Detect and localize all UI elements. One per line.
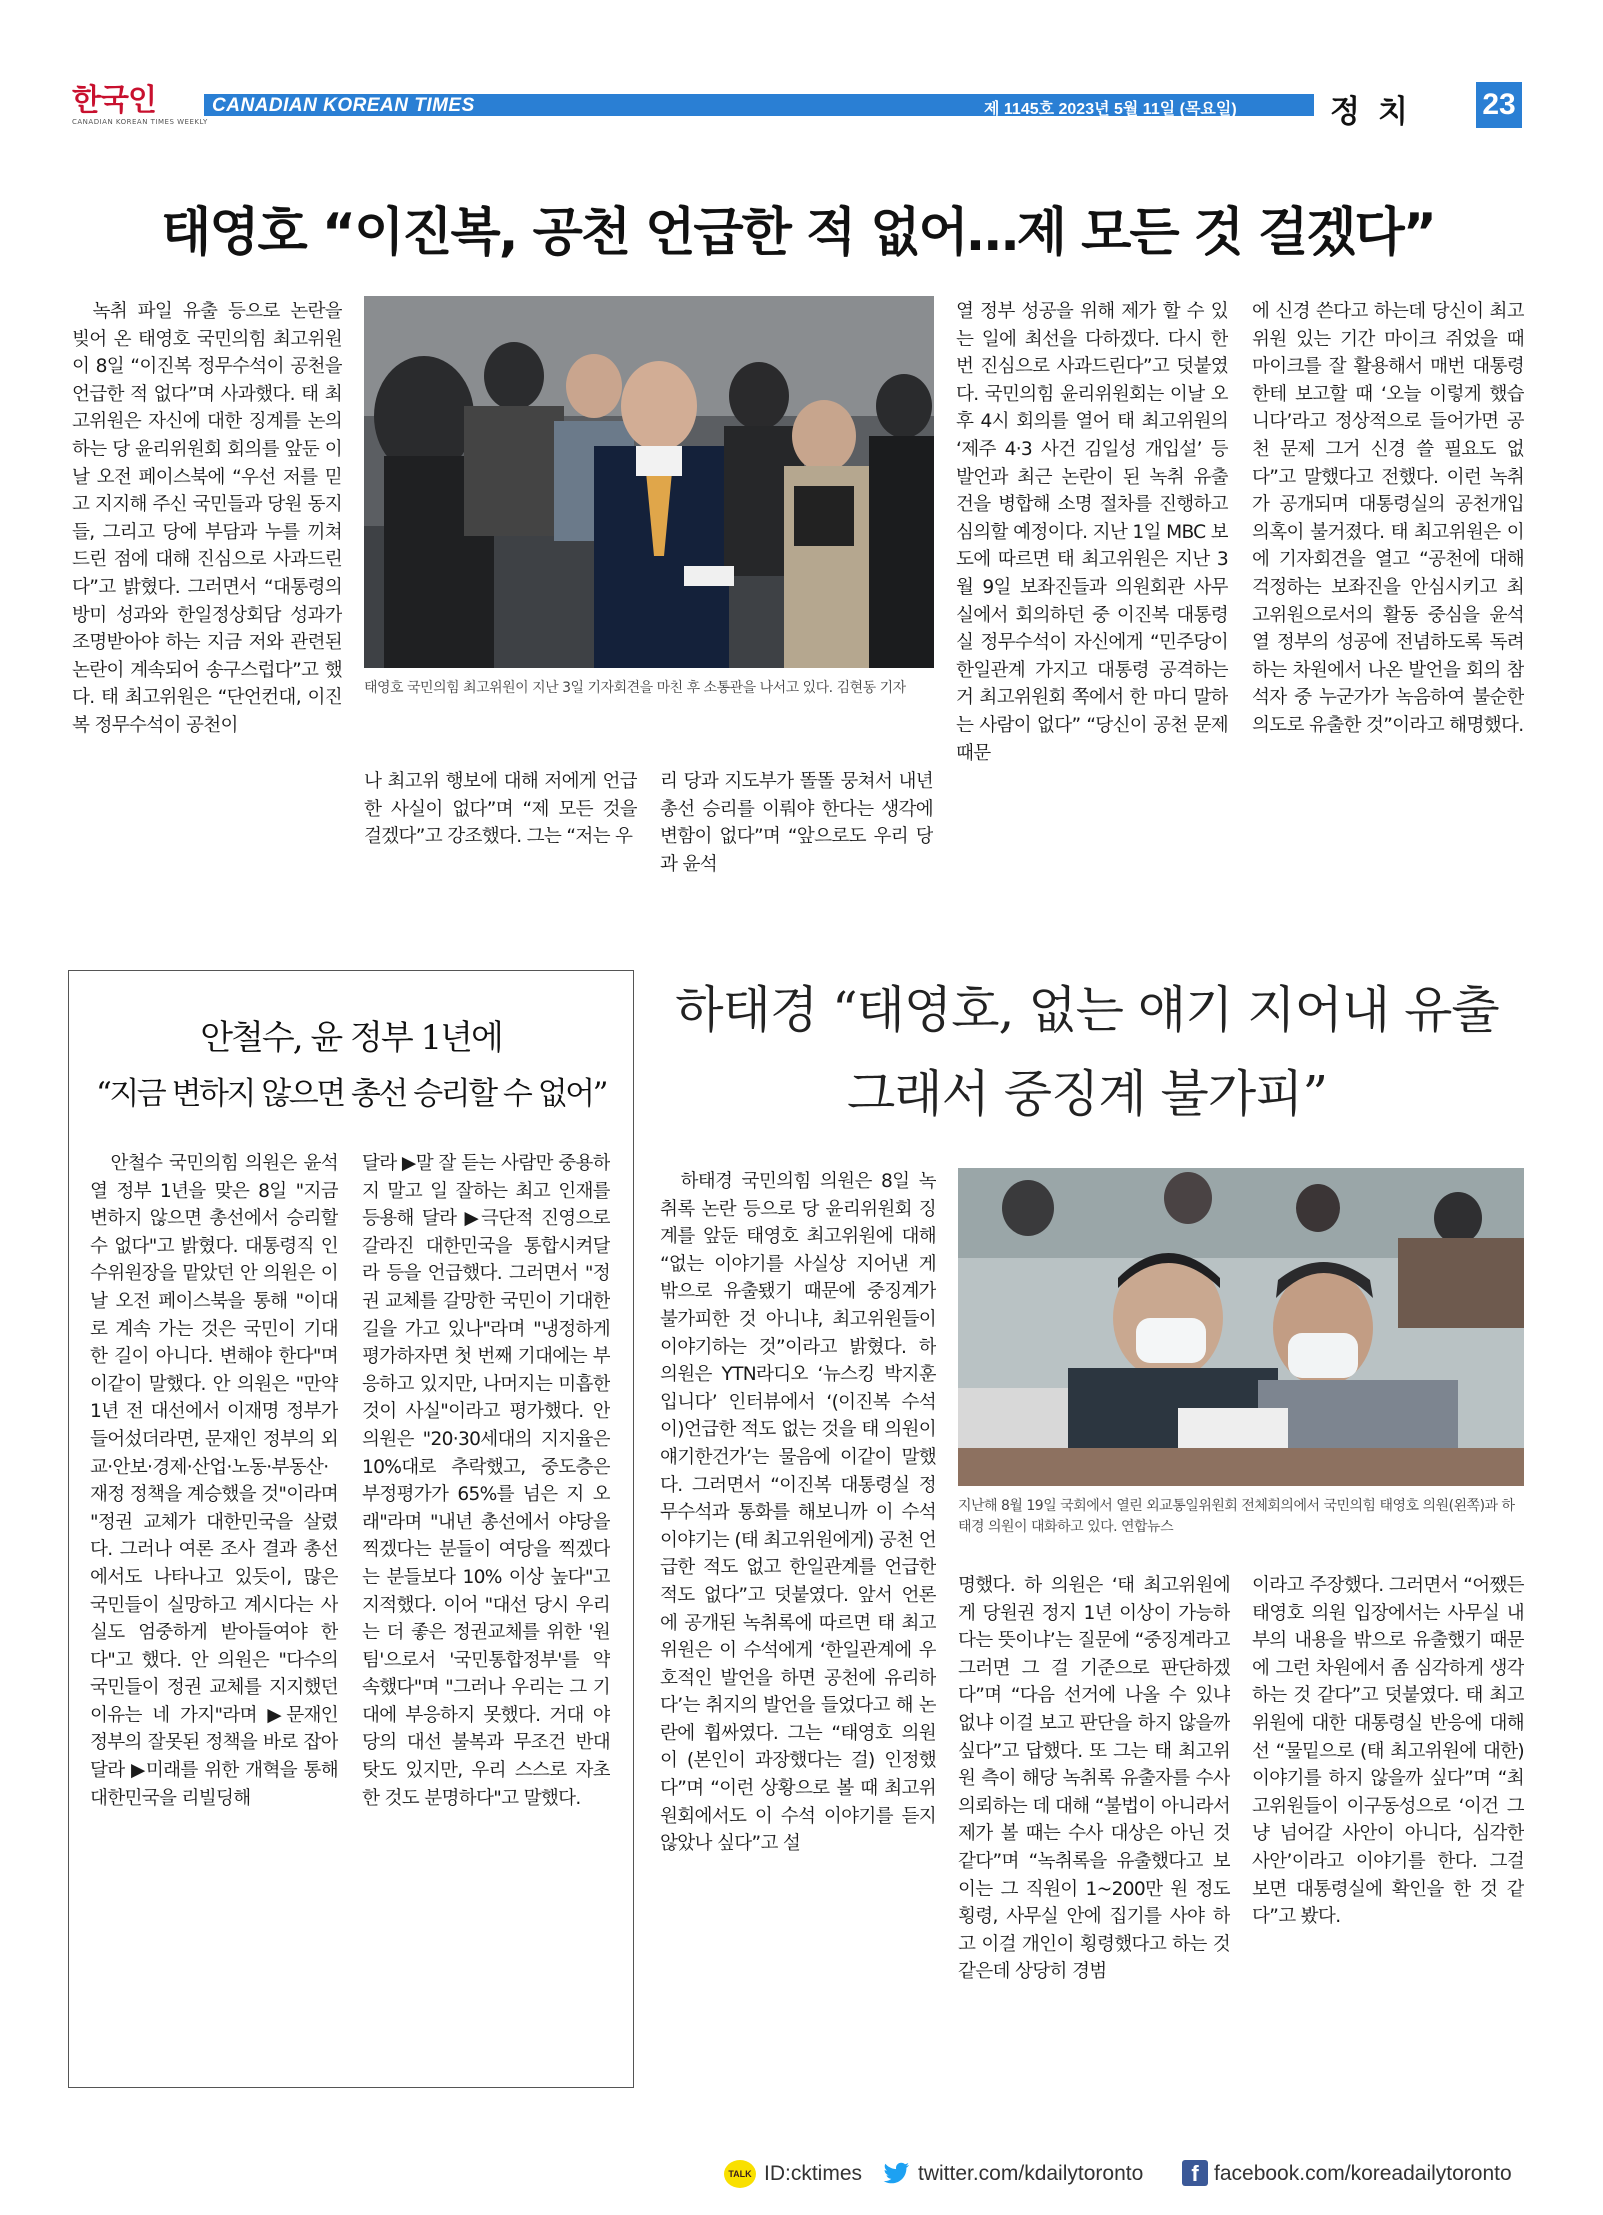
article1-column-1: 녹취 파일 유출 등으로 논란을 빚어 온 태영호 국민의힘 최고위원이 8일 “이진복 정무수석이 공천을 언급한 적 없다”며 사과했다. 태 최고위원은 자신에 대한 징계를 논의하는 당 윤리위원회 회의를 앞둔 이 날 오전 페이스북에 “우선 저를 믿고 지지해 주신 국민들과 당원 동지들, 그리고 당에 부담과 누를 끼쳐드린 점에 대해 진심으로 사과드린다”고 밝혔다. 그러면서 “대통령의 방미 성과와 한일정상회담 성과가 조명받아야 하는 지금 저와 관련된 논란이 계속되어 송구스럽다”고 했다. 태 최고위원은 “단언컨대, 이진복 정무수석이 공천이: [72, 301, 342, 736]
article3-headline-line1: 하태경 “태영호, 없는 얘기 지어내 유출: [675, 981, 1499, 1039]
publication-name: CANADIAN KOREAN TIMES: [212, 95, 475, 116]
logo-subtitle: CANADIAN KOREAN TIMES WEEKLY: [72, 118, 208, 126]
section-name: 정치: [1330, 94, 1426, 130]
article1-column-3: 리 당과 지도부가 똘똘 뭉쳐서 내년 총선 승리를 이뤄야 한다는 생각에 변함이 없다”며 “앞으로도 우리 당과 윤석: [660, 771, 933, 875]
article3-column-3: 이라고 주장했다. 그러면서 “어쨌든 태영호 의원 입장에서는 사무실 내부의 내용을 밖으로 유출했기 때문에 그런 차원에서 좀 심각하게 생각하는 것 같다”고 덧붙였다. 태 최고위원에 대한 대통령실 반응에 대해선 “물밑으로 (태 최고위원에 대한) 이야기를 하지 않을까 싶다”며 “최고위원들이 이구동성으로 ‘이건 그냥 넘어갈 사안이 아니다, 심각한 사안’이라고 이야기를 한다. 그걸 보면 대통령실에 확인을 한 것 같다”고 봤다.: [1252, 1575, 1524, 1928]
article3-photo-caption: 지난해 8월 19일 국회에서 열린 외교통일위원회 전체회의에서 국민의힘 태영호 의원(왼쪽)과 하태경 의원이 대화하고 있다. 연합뉴스: [958, 1498, 1515, 1535]
facebook-icon: f: [1182, 2160, 1208, 2186]
issue-info: 제 1145호 2023년 5월 11일 (목요일): [984, 101, 1237, 118]
newspaper-logo: [72, 83, 208, 130]
article3-headline-line2: 그래서 중징계 불가피”: [846, 1065, 1328, 1123]
article2-column-2: 달라 ▶말 잘 듣는 사람만 중용하지 말고 일 잘하는 최고 인재를 등용해 달라 ▶극단적 진영으로 갈라진 대한민국을 통합시켜달라 등을 언급했다. 그러면서 "정권 교체를 갈망한 국민이 기대한 길을 가고 있나"라며 "냉정하게 평가하자면 첫 번째 기대에는 부응하고 있지만, 나머지는 미흡한 것이 사실"이라고 평가했다. 안 의원은 "20·30세대의 지지율은 10%대로 추락했고, 중도층은 부정평가가 65%를 넘은 지 오래"라며 "내년 총선에서 야당을 찍겠다는 분들이 여당을 찍겠다는 분들보다 10% 이상 높다"고 지적했다. 이어 "대선 당시 우리는 더 좋은 정권교체를 위한 '원팀'으로서 '국민통합정부'를 약속했다"며 "그러나 우리는 그 기대에 부응하지 못했다. 거대 야당의 대선 불복과 무조건 반대 탓도 있지만, 우리 스스로 자초한 것도 분명하다"고 말했다.: [362, 1153, 610, 1809]
article3-column-2: 명했다. 하 의원은 ‘태 최고위원에게 당원권 정지 1년 이상이 가능하다는 뜻이냐’는 질문에 “중징계라고 그러면 그 걸 기준으로 판단하겠다”며 “다음 선거에 나올 수 있냐 없냐 이걸 보고 판단을 하지 않을까 싶다”고 답했다. 또 그는 태 최고위원 측이 해당 녹취록 유출자를 수사 의뢰하는 데 대해 “불법이 아니라서 제가 볼 때는 수사 대상은 아닌 것 같다”며 “녹취록을 유출했다고 보이는 그 직원이 1~200만 원 정도 횡령, 사무실 안에 집기를 사야 하고 이걸 개인이 횡령했다고 하는 것 같은데 상당히 경범: [958, 1575, 1230, 1983]
article1-headline: 태영호 “이진복, 공천 언급한 적 없어…제 모든 것 걸겠다”: [161, 203, 1435, 263]
facebook-link[interactable]: facebook.com/koreadailytoronto: [1214, 2162, 1512, 2185]
article3-photo: [958, 1168, 1524, 1486]
page-number: 23: [1476, 82, 1522, 128]
article2-title-line2: “지금 변하지 않으면 총선 승리할 수 없어”: [96, 1076, 606, 1112]
article2-title-line1: 안철수, 윤 정부 1년에: [200, 1018, 502, 1058]
article1-column-5: 에 신경 쓴다고 하는데 당신이 최고위원 있는 기간 마이크 쥐었을 때 마이크를 잘 활용해서 매번 대통령한테 보고할 때 ‘오늘 이렇게 했습니다’라고 정상적으로 들어가면 공천 문제 그거 신경 쓸 필요도 없다”고 말했다고 전했다. 이런 녹취가 공개되며 대통령실의 공천개입 의혹이 불거졌다. 태 최고위원은 이에 기자회견을 열고 “공천에 대해 걱정하는 보좌진을 안심시키고 최고위원으로서의 활동 중심을 윤석열 정부의 성공에 전념하도록 독려하는 차원에서 나온 발언을 회의 참석자 중 누군가가 녹음하여 불순한 의도로 유출한 것”이라고 해명했다.: [1252, 301, 1524, 736]
article1-column-4: 열 정부 성공을 위해 제가 할 수 있는 일에 최선을 다하겠다. 다시 한번 진심으로 사과드린다”고 덧붙였다. 국민의힘 윤리위원회는 이날 오후 4시 회의를 열어 태 최고위원의 ‘제주 4·3 사건 김일성 개입설’ 등 발언과 최근 논란이 된 녹취 유출 건을 병합해 소명 절차를 진행하고 심의할 예정이다. 지난 1일 MBC 보도에 따르면 태 최고위원은 지난 3월 9일 보좌진들과 의원회관 사무실에서 회의하던 중 이진복 대통령실 정무수석이 자신에게 “민주당이 한일관계 가지고 대통령 공격하는 거 최고위원회 쪽에서 한 마디 말하는 사람이 없다” “당신이 공천 문제 때문: [956, 301, 1228, 764]
logo-wordmark: 한국인: [72, 83, 156, 118]
twitter-link[interactable]: twitter.com/kdailytoronto: [918, 2162, 1144, 2185]
twitter-icon: [882, 2158, 912, 2188]
kakao-id[interactable]: ID:cktimes: [764, 2162, 863, 2185]
kakaotalk-icon: TALK: [724, 2160, 756, 2188]
article1-photo-caption: 태영호 국민의힘 최고위원이 지난 3일 기자회견을 마친 후 소통관을 나서고 있다. 김현동 기자: [364, 680, 906, 696]
article3-column-1: 하태경 국민의힘 의원은 8일 녹취록 논란 등으로 당 윤리위원회 징계를 앞둔 태영호 최고위원에 대해 “없는 이야기를 사실상 지어낸 게 밖으로 유출됐기 때문에 중징계가 불가피한 것 아니냐, 최고위원들이 이야기하는 것”이라고 밝혔다. 하 의원은 YTN라디오 ‘뉴스킹 박지훈입니다’ 인터뷰에서 ‘(이진복 수석이)언급한 적도 없는 것을 태 의원이 얘기한건가’는 물음에 이같이 말했다. 그러면서 “이진복 대통령실 정무수석과 통화를 해보니까 이 수석 이야기는 (태 최고위원에게) 공천 언급한 적도 없고 한일관계를 언급한 적도 없다”고 덧붙였다. 앞서 언론에 공개된 녹취록에 따르면 태 최고위원은 이 수석에게 ‘한일관계에 우호적인 발언을 하면 공천에 유리하다’는 취지의 발언을 들었다고 해 논란에 휩싸였다. 그는 “태영호 의원이 (본인이 과장했다는 걸) 인정했다”며 “이런 상황으로 볼 때 최고위원회에서도 이 수석 이야기를 듣지 않았나 싶다”고 설: [660, 1171, 936, 1855]
article2-column-1: 안철수 국민의힘 의원은 윤석열 정부 1년을 맞은 8일 "지금 변하지 않으면 총선에서 승리할 수 없다"고 밝혔다. 대통령직 인수위원장을 맡았던 안 의원은 이날 오전 페이스북을 통해 "이대로 계속 가는 것은 국민이 기대한 길이 아니다. 변해야 한다"며 이같이 말했다. 안 의원은 "만약 1년 전 대선에서 이재명 정부가 들어섰더라면, 문재인 정부의 외교·안보·경제·산업·노동·부동산·재정 정책을 계승했을 것"이라며 "정권 교체가 대한민국을 살렸다. 그러나 여론 조사 결과 총선에서도 나타나고 있듯이, 많은 국민들이 실망하고 계시다는 사실도 엄중하게 받아들여야 한다"고 했다. 안 의원은 "다수의 국민들이 정권 교체를 지지했던 이유는 네 가지"라며 ▶문재인 정부의 잘못된 정책을 바로 잡아달라 ▶미래를 위한 개혁을 통해 대한민국을 리빌딩해: [90, 1153, 338, 1809]
article1-column-2: 나 최고위 행보에 대해 저에게 언급한 사실이 없다”며 “제 모든 것을 걸겠다”고 강조했다. 그는 “저는 우: [364, 771, 637, 848]
article1-photo: [364, 296, 934, 668]
